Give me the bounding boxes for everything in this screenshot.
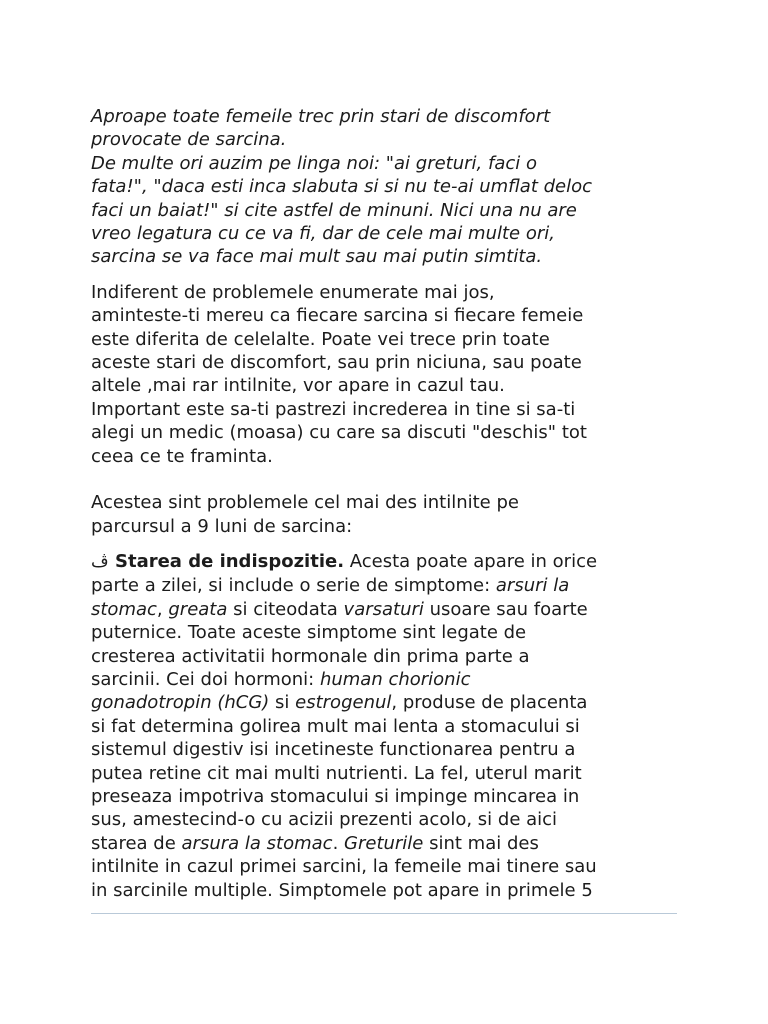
body-line: parcursul a 9 luni de sarcina: xyxy=(91,515,353,537)
bullet-heading: Starea de indispozitie. xyxy=(115,550,345,572)
bullet-line: putea retine cit mai multi nutrienti. La fel, uterul marit xyxy=(91,762,582,784)
bullet-line: sus, amestecind-o cu acizii prezenti acolo, si de aici xyxy=(91,809,558,831)
bullet-line xyxy=(91,668,688,691)
intro-line: sarcina se va face mai mult sau mai putin simtita. xyxy=(91,246,543,268)
bullet-line: puternice. Toate aceste simptome sint legate de xyxy=(91,622,527,644)
body-line: alegi un medic (moasa) cu care sa discuti "deschis" tot xyxy=(91,422,587,444)
body-line: Acestea sint problemele cel mai des intilnite pe xyxy=(91,492,519,514)
bullet-emphasis: estrogenul xyxy=(295,692,392,714)
body-line: aceste stari de discomfort, sau prin niciuna, sau poate xyxy=(91,352,582,374)
bullet-line xyxy=(91,598,688,621)
bullet-emphasis: human chorionic xyxy=(319,668,471,690)
bullet-text: starea de xyxy=(91,832,182,854)
bullet-line xyxy=(91,550,688,574)
bullet-text: , xyxy=(156,598,169,620)
bullet-text: si xyxy=(269,692,296,714)
bullet-emphasis: Greturile xyxy=(344,832,424,854)
bullet-text: usoare sau foarte xyxy=(423,598,588,620)
bullet-line: in sarcinile multiple. Simptomele pot apare in primele 5 xyxy=(91,879,593,901)
body-paragraph xyxy=(91,281,688,468)
intro-line: Aproape toate femeile trec prin stari de discomfort xyxy=(91,106,551,127)
bullet-emphasis: arsuri la xyxy=(495,575,570,597)
bullet-text: . xyxy=(332,832,345,854)
bullet-text: parte a zilei, si include o serie de simptome: xyxy=(91,575,496,597)
bullet-emphasis: greata xyxy=(168,598,228,620)
intro-line: De multe ori auzim pe linga noi: "ai greturi, faci o xyxy=(91,152,537,174)
list-intro-paragraph xyxy=(91,491,688,538)
body-line: este diferita de celelalte. Poate vei trece prin toate xyxy=(91,328,550,350)
body-line: Indiferent de problemele enumerate mai jos, xyxy=(91,281,495,303)
bullet-line xyxy=(91,832,688,855)
bullet-line: cresterea activitatii hormonale din prima parte a xyxy=(91,645,530,667)
bullet-line xyxy=(91,574,688,597)
bullet-item xyxy=(91,550,688,902)
intro-line: provocate de sarcina. xyxy=(91,129,287,151)
bullet-line: si fat determina golirea mult mai lenta a stomacului si xyxy=(91,715,580,737)
bullet-emphasis: varsaturi xyxy=(343,598,424,620)
intro-paragraph xyxy=(91,105,688,269)
body-line: aminteste-ti mereu ca fiecare sarcina si fiecare femeie xyxy=(91,305,584,327)
intro-line: fata!", "daca esti inca slabuta si si nu te-ai umflat deloc xyxy=(91,176,593,198)
bullet-emphasis: arsura la stomac xyxy=(181,832,333,854)
bullet-line: sistemul digestiv isi incetineste functionarea pentru a xyxy=(91,739,576,761)
body-line: Important este sa-ti pastrezi increderea in tine si sa-ti xyxy=(91,398,576,420)
bullet-emphasis: stomac xyxy=(91,598,157,620)
bullet-text: sint mai des xyxy=(423,832,539,854)
bullet-emphasis: gonadotropin (hCG) xyxy=(91,692,270,714)
bullet-line: intilnite in cazul primei sarcini, la femeile mai tinere sau xyxy=(91,856,597,878)
page-bottom-divider xyxy=(91,913,677,914)
bullet-text: Acesta poate apare in orice xyxy=(344,550,598,572)
bullet-text: sarcinii. Cei doi hormoni: xyxy=(91,668,320,690)
bullet-line xyxy=(91,691,688,714)
body-line: ceea ce te framinta. xyxy=(91,445,273,467)
body-line: altele ,mai rar intilnite, vor apare in cazul tau. xyxy=(91,375,505,397)
bullet-line: preseaza impotriva stomacului si impinge mincarea in xyxy=(91,785,580,807)
bullet-text: si citeodata xyxy=(227,598,344,620)
bullet-text: , produse de placenta xyxy=(391,692,588,714)
intro-line: vreo legatura cu ce va fi, dar de cele mai multe ori, xyxy=(91,223,555,245)
intro-line: faci un baiat!" si cite astfel de minuni. Nici una nu are xyxy=(91,199,577,221)
bullet-icon: ڤ xyxy=(91,551,109,572)
